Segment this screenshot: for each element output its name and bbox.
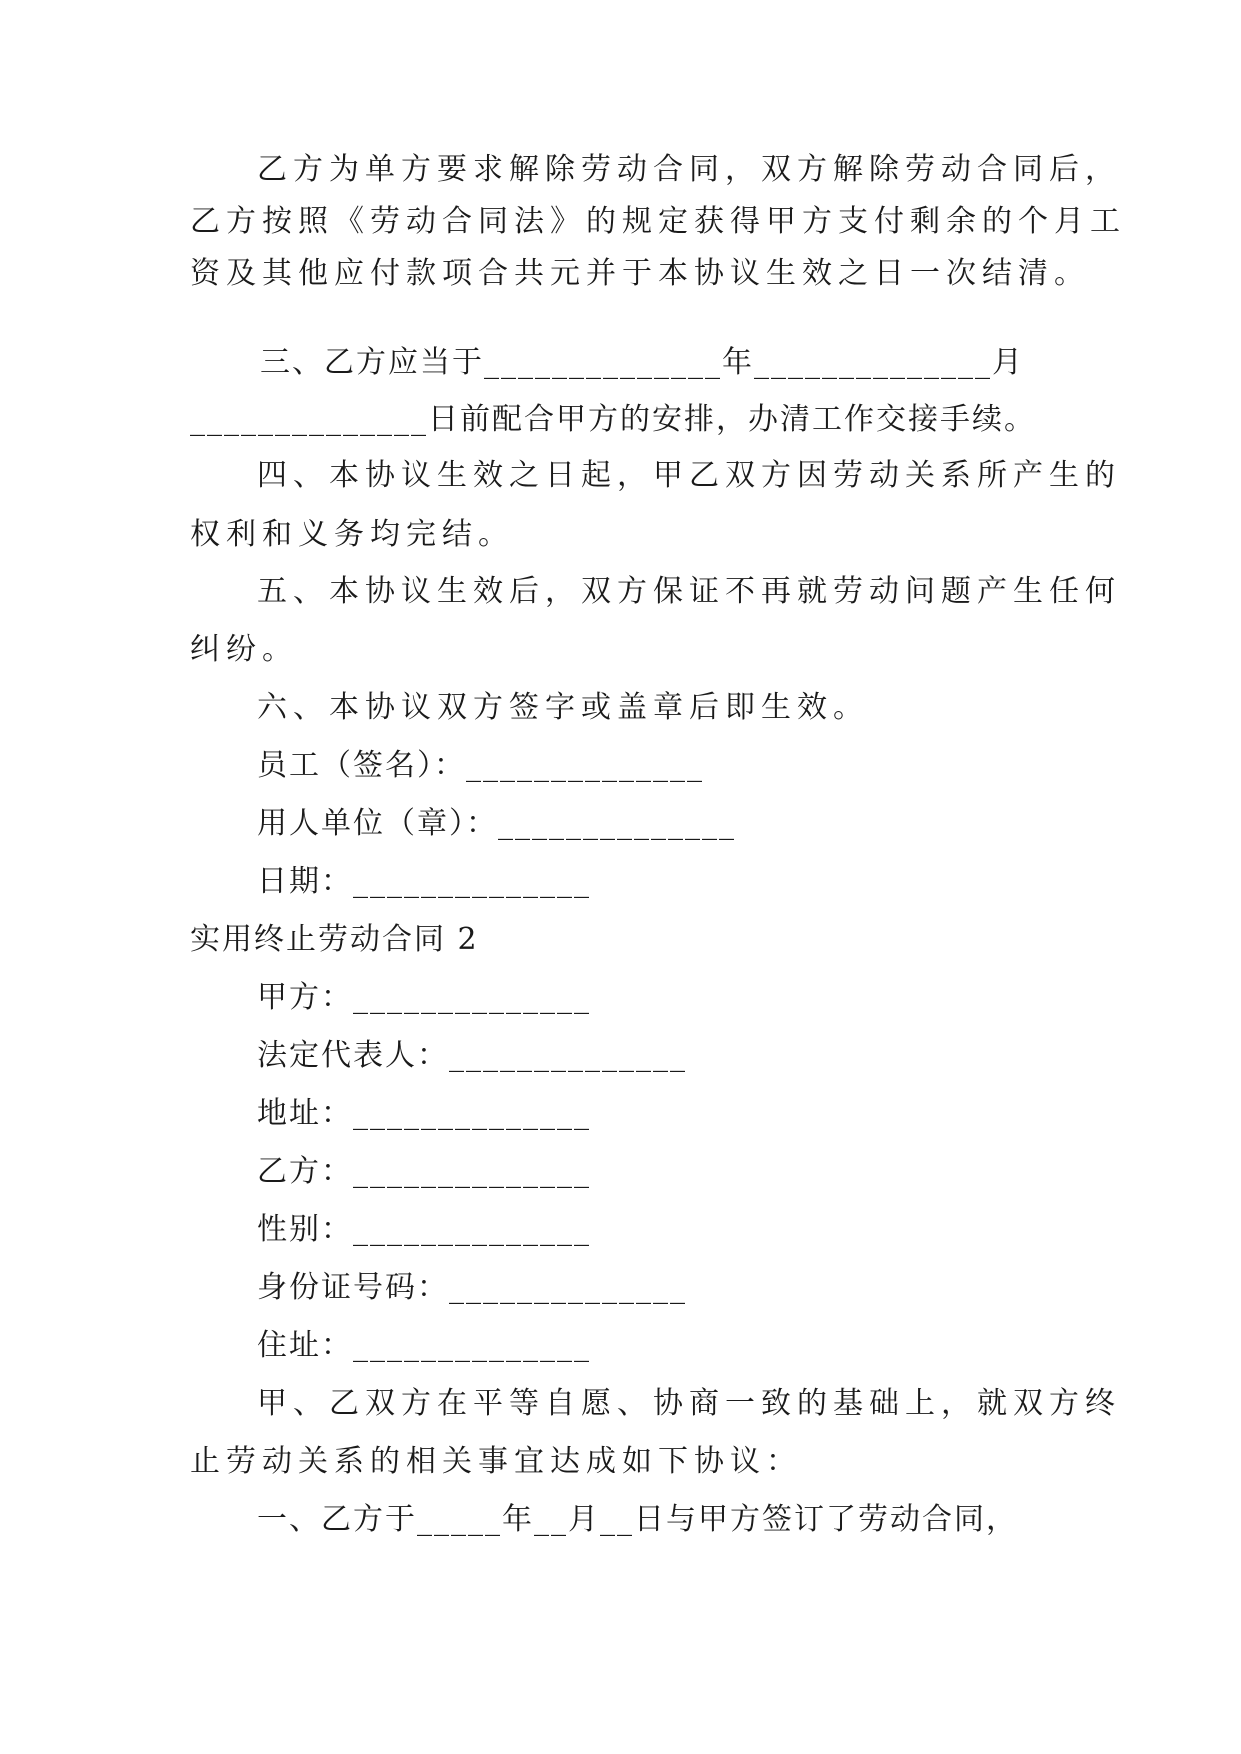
text-line: 用人单位（章）：______________ xyxy=(257,806,736,841)
text-line: 六、本协议双方签字或盖章后即生效。 xyxy=(257,690,869,725)
section-title: 实用终止劳动合同 2 xyxy=(190,922,479,957)
text-line: 权利和义务均完结。 xyxy=(190,517,514,552)
text-line: ______________日前配合甲方的安排，办清工作交接手续。 xyxy=(190,402,1036,437)
text-line: 止劳动关系的相关事宜达成如下协议： xyxy=(190,1444,802,1479)
text-line: 住址：______________ xyxy=(257,1328,591,1363)
text-line: 法定代表人：______________ xyxy=(257,1038,687,1073)
text-line: 乙方：______________ xyxy=(257,1154,591,1189)
text-line: 甲、乙双方在平等自愿、协商一致的基础上，就双方终 xyxy=(257,1386,1121,1421)
text-line: 四、本协议生效之日起，甲乙双方因劳动关系所产生的 xyxy=(257,458,1121,493)
text-line: 资及其他应付款项合共元并于本协议生效之日一次结清。 xyxy=(190,256,1090,291)
text-line: 三、乙方应当于______________年______________月 xyxy=(260,345,1024,380)
text-line: 日期：______________ xyxy=(257,864,591,899)
text-line: 乙方按照《劳动合同法》的规定获得甲方支付剩余的个月工 xyxy=(190,204,1126,239)
text-line: 地址：______________ xyxy=(257,1096,591,1131)
text-line: 纠纷。 xyxy=(190,632,298,667)
text-line: 乙方为单方要求解除劳动合同，双方解除劳动合同后， xyxy=(257,152,1121,187)
text-line: 五、本协议生效后，双方保证不再就劳动问题产生任何 xyxy=(257,574,1121,609)
text-line: 身份证号码：______________ xyxy=(257,1270,687,1305)
text-line: 性别：______________ xyxy=(257,1212,591,1247)
text-line: 一、乙方于_____年__月__日与甲方签订了劳动合同， xyxy=(257,1502,1018,1537)
text-line: 员工（签名）：______________ xyxy=(257,748,704,783)
text-line: 甲方：______________ xyxy=(257,980,591,1015)
